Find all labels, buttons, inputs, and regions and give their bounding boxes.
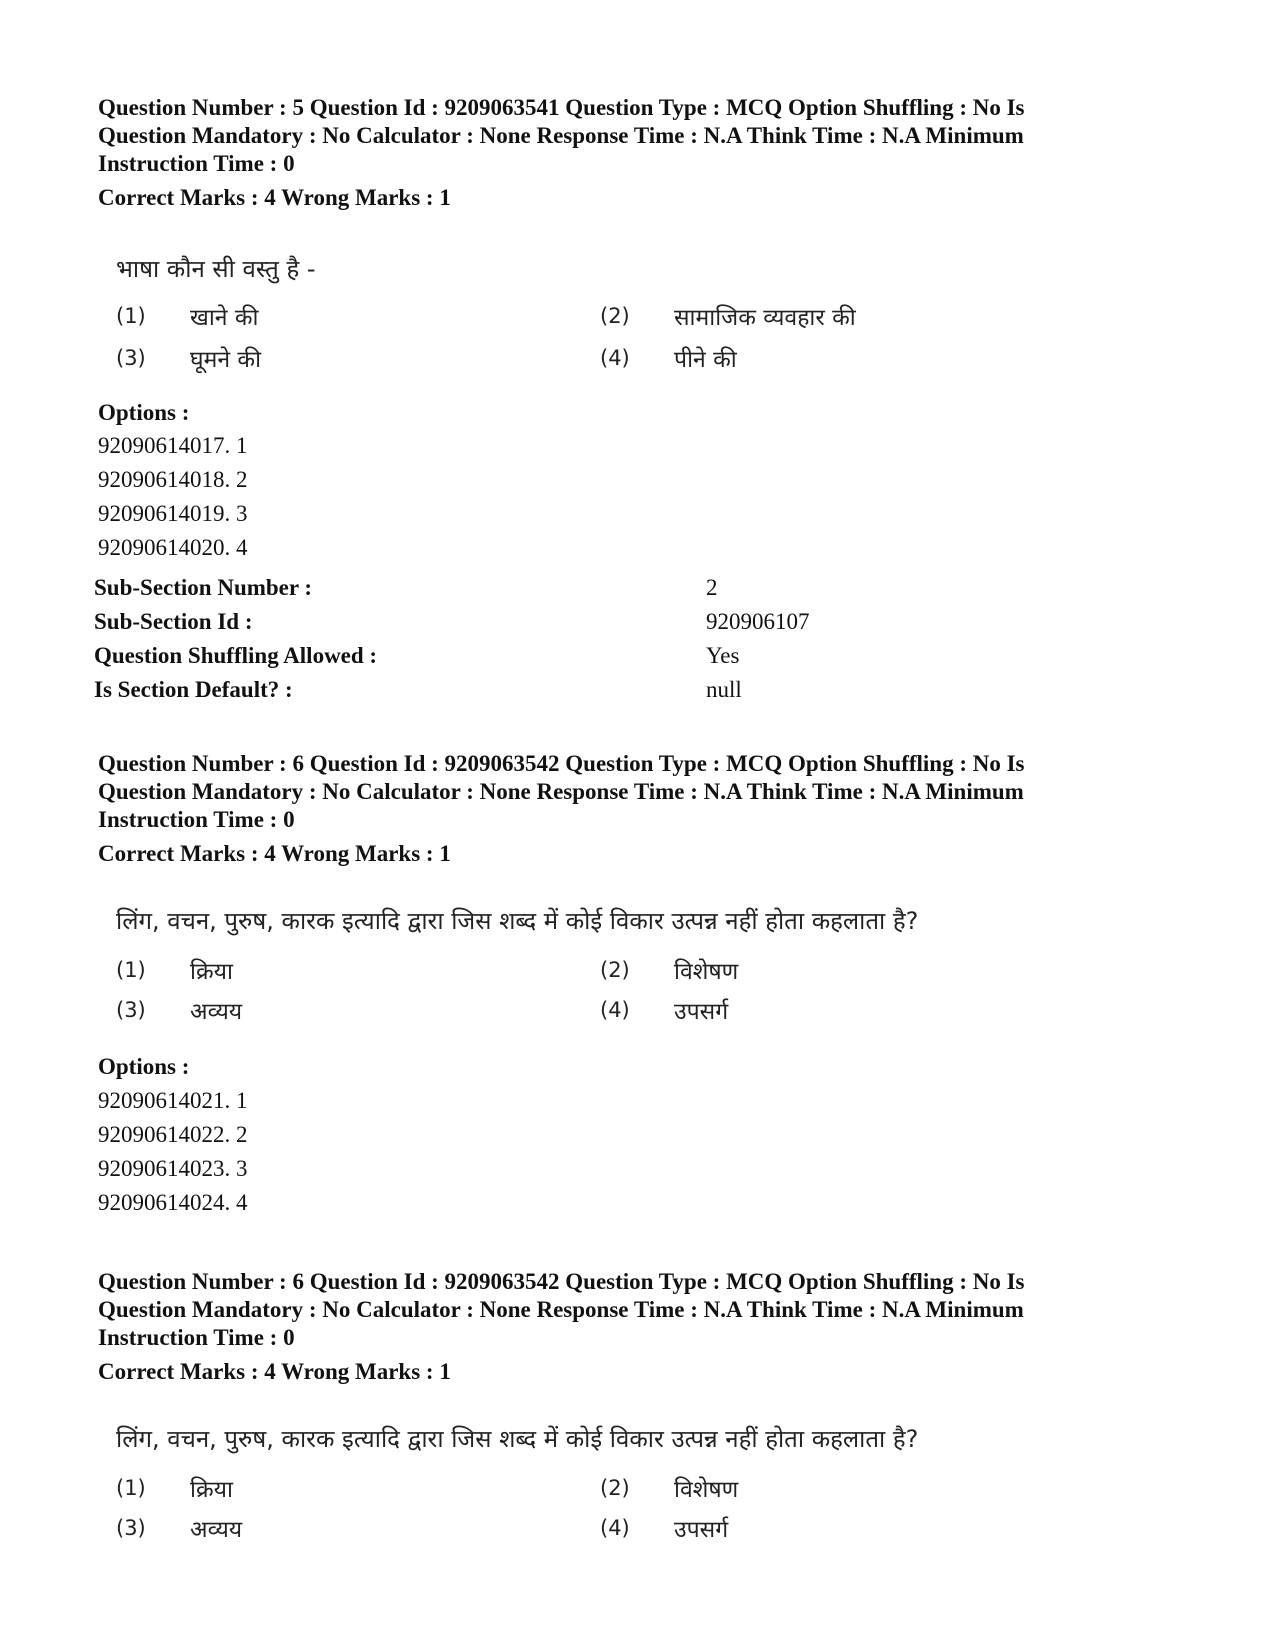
choice-number: (1) bbox=[116, 958, 146, 982]
choice-text: अव्यय bbox=[190, 1517, 243, 1543]
question-6b-meta: Question Number : 6 Question Id : 9209063542 Question Type : MCQ Option Shuffling : No Is Question Mandatory : No Calculator : None Response Time : N.A Think Time : N.A Minimum Instruction Time : 0 bbox=[98, 1269, 1025, 1350]
question-6a-option-4: 92090614024. 4 bbox=[98, 1190, 248, 1215]
choice-text: क्रिया bbox=[190, 1477, 233, 1503]
section-default-label: Is Section Default? : bbox=[94, 677, 293, 702]
choice-number: (2) bbox=[600, 1476, 630, 1500]
question-5-option-4: 92090614020. 4 bbox=[98, 535, 248, 560]
choice-number: (4) bbox=[600, 1516, 630, 1540]
question-6a-options-label: Options : bbox=[98, 1054, 190, 1079]
question-5-option-2: 92090614018. 2 bbox=[98, 467, 248, 492]
question-6a-option-3: 92090614023. 3 bbox=[98, 1156, 248, 1181]
choice-text: विशेषण bbox=[674, 1477, 739, 1503]
choice-number: (1) bbox=[116, 304, 146, 328]
question-5-options-label: Options : bbox=[98, 400, 190, 425]
question-6b-marks: Correct Marks : 4 Wrong Marks : 1 bbox=[98, 1359, 451, 1384]
choice-number: (1) bbox=[116, 1476, 146, 1500]
question-5-option-3: 92090614019. 3 bbox=[98, 501, 248, 526]
question-shuffling-value: Yes bbox=[706, 643, 740, 668]
question-shuffling-label: Question Shuffling Allowed : bbox=[94, 643, 378, 668]
choice-text: विशेषण bbox=[674, 959, 739, 985]
subsection-id-label: Sub-Section Id : bbox=[94, 609, 253, 634]
choice-text: घूमने की bbox=[190, 347, 262, 373]
choice-text: पीने की bbox=[674, 347, 737, 373]
choice-number: (3) bbox=[116, 346, 146, 370]
subsection-number-value: 2 bbox=[706, 575, 718, 600]
choice-text: उपसर्ग bbox=[674, 1517, 729, 1543]
choice-number: (4) bbox=[600, 346, 630, 370]
question-5-marks: Correct Marks : 4 Wrong Marks : 1 bbox=[98, 185, 451, 210]
question-6a-option-2: 92090614022. 2 bbox=[98, 1122, 248, 1147]
choice-text: क्रिया bbox=[190, 959, 233, 985]
choice-number: (4) bbox=[600, 998, 630, 1022]
question-6a-meta: Question Number : 6 Question Id : 9209063542 Question Type : MCQ Option Shuffling : No Is Question Mandatory : No Calculator : None Response Time : N.A Think Time : N.A Minimum Instruction Time : 0 bbox=[98, 751, 1025, 832]
choice-text: खाने की bbox=[190, 305, 259, 331]
subsection-number-label: Sub-Section Number : bbox=[94, 575, 313, 600]
question-6a-text: लिंग, वचन, पुरुष, कारक इत्यादि द्वारा जिस शब्द में कोई विकार उत्पन्न नहीं होता कहलाता है? bbox=[116, 907, 919, 935]
choice-text: सामाजिक व्यवहार की bbox=[674, 305, 856, 331]
choice-number: (2) bbox=[600, 958, 630, 982]
section-default-value: null bbox=[706, 677, 742, 702]
question-5-text: भाषा कौन सी वस्तु है - bbox=[116, 255, 316, 283]
question-6a-marks: Correct Marks : 4 Wrong Marks : 1 bbox=[98, 841, 451, 866]
choice-number: (3) bbox=[116, 998, 146, 1022]
question-6b-text: लिंग, वचन, पुरुष, कारक इत्यादि द्वारा जिस शब्द में कोई विकार उत्पन्न नहीं होता कहलाता है? bbox=[116, 1425, 919, 1453]
subsection-id-value: 920906107 bbox=[706, 609, 810, 634]
choice-number: (3) bbox=[116, 1516, 146, 1540]
question-6a-option-1: 92090614021. 1 bbox=[98, 1088, 248, 1113]
choice-text: उपसर्ग bbox=[674, 999, 729, 1025]
question-5-option-1: 92090614017. 1 bbox=[98, 433, 248, 458]
question-5-meta: Question Number : 5 Question Id : 9209063541 Question Type : MCQ Option Shuffling : No Is Question Mandatory : No Calculator : None Response Time : N.A Think Time : N.A Minimum Instruction Time : 0 bbox=[98, 95, 1025, 176]
choice-number: (2) bbox=[600, 304, 630, 328]
choice-text: अव्यय bbox=[190, 999, 243, 1025]
